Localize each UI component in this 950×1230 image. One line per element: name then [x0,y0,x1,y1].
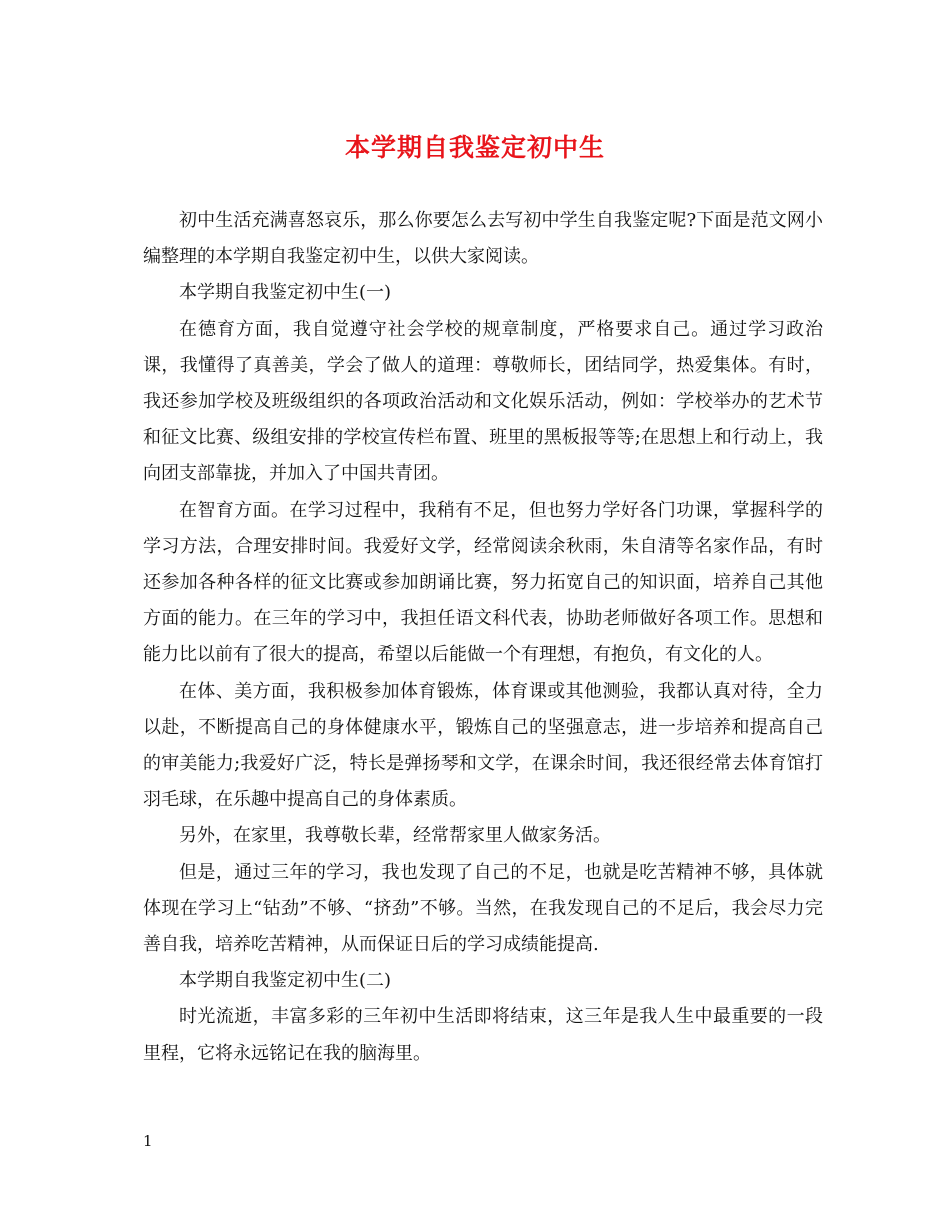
paragraph-intellectual-education: 在智育方面。在学习过程中，我稍有不足，但也努力学好各门功课，掌握科学的学习方法，合理安排时间。我爱好文学，经常阅读余秋雨，朱自清等名家作品，有时还参加各种各样的征文比赛或参加朗诵比赛，努力拓宽自己的知识面，培养自己其他方面的能力。在三年的学习中，我担任语文科代表，协助老师做好各项工作。思想和能力比以前有了很大的提高，希望以后能做一个有理想，有抱负，有文化的人。 [143,499,823,666]
section-heading-two: 本学期自我鉴定初中生(二) [179,970,392,992]
paragraph-physical-aesthetic: 在体、美方面，我积极参加体育锻炼，体育课或其他测验，我都认真对待，全力以赴，不断提高自己的身体健康水平，锻炼自己的坚强意志，进一步培养和提高自己的审美能力;我爱好广泛，特长是弹扬琴和文学，在课余时间，我还很经常去体育馆打羽毛球，在乐趣中提高自己的身体素质。 [143,680,823,811]
page-number: 1 [143,1132,153,1150]
section-heading-one: 本学期自我鉴定初中生(一) [179,282,392,304]
paragraph-intro: 初中生活充满喜怒哀乐，那么你要怎么去写初中学生自我鉴定呢?下面是范文网小编整理的本学期自我鉴定初中生，以供大家阅读。 [143,210,823,268]
paragraph-home: 另外，在家里，我尊敬长辈，经常帮家里人做家务活。 [179,825,611,847]
document-title: 本学期自我鉴定初中生 [344,133,605,162]
paragraph-shortcomings: 但是，通过三年的学习，我也发现了自己的不足，也就是吃苦精神不够，具体就体现在学习上“钻劲”不够、“挤劲”不够。当然，在我发现自己的不足后，我会尽力完善自我，培养吃苦精神，从而保证日后的学习成绩能提高. [143,861,823,956]
paragraph-moral-education: 在德育方面，我自觉遵守社会学校的规章制度，严格要求自己。通过学习政治课，我懂得了真善美，学会了做人的道理：尊敬师长，团结同学，热爱集体。有时，我还参加学校及班级组织的各项政治活动和文化娱乐活动，例如：学校举办的艺术节和征文比赛、级组安排的学校宣传栏布置、班里的黑板报等等;在思想上和行动上，我向团支部靠拢，并加入了中国共青团。 [143,318,823,485]
document-body [143,203,823,1072]
paragraph-time-passing: 时光流逝，丰富多彩的三年初中生活即将结束，这三年是我人生中最重要的一段里程，它将永远铭记在我的脑海里。 [143,1006,823,1064]
